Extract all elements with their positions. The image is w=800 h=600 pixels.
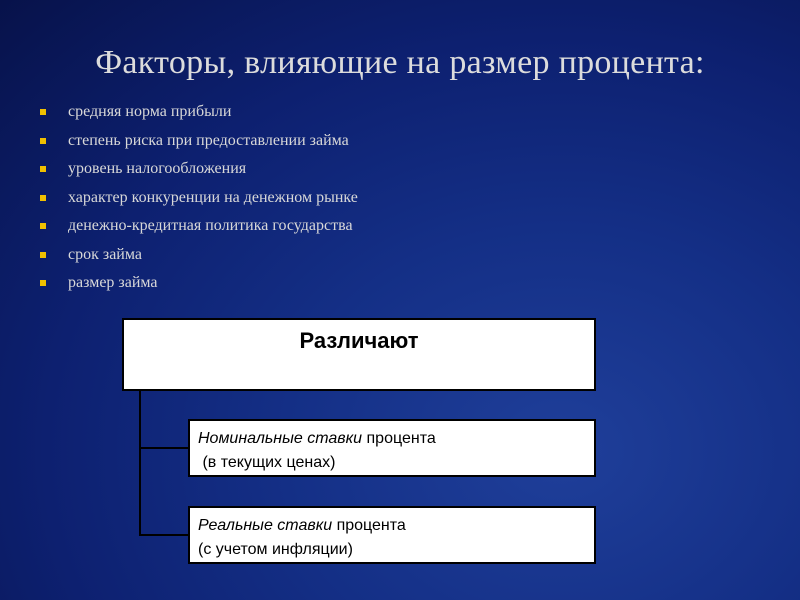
list-item	[40, 212, 358, 241]
tree-connector-real	[139, 534, 188, 536]
factor-text: размер займа	[68, 274, 158, 292]
bullet-square-icon	[40, 195, 46, 201]
nominal-rate-line	[198, 427, 586, 451]
bullet-square-icon	[40, 138, 46, 144]
list-item	[40, 241, 358, 270]
factor-text: денежно-кредитная политика государства	[68, 217, 353, 235]
real-term: Реальные ставки	[198, 517, 333, 534]
bullet-square-icon	[40, 280, 46, 286]
slide-title: Факторы, влияющие на размер процента:	[95, 44, 705, 81]
real-rate-box	[188, 506, 596, 564]
real-rest: процента	[332, 517, 406, 534]
factor-text: уровень налогообложения	[68, 160, 247, 178]
nominal-rest: процента	[362, 430, 436, 447]
bullet-square-icon	[40, 109, 46, 115]
nominal-term: Номинальные ставки	[198, 430, 363, 447]
root-box	[122, 318, 596, 391]
tree-connector-vertical	[139, 391, 141, 536]
nominal-rate-box	[188, 419, 596, 477]
factor-text: срок займа	[68, 245, 142, 263]
bullet-square-icon	[40, 252, 46, 258]
root-label: Различают	[299, 328, 419, 353]
bullet-square-icon	[40, 166, 46, 172]
list-item	[40, 269, 358, 298]
factor-text: характер конкуренции на денежном рынке	[68, 188, 358, 206]
factor-text: степень риска при предоставлении займа	[68, 131, 349, 149]
nominal-note: (в текущих ценах)	[198, 454, 336, 471]
bullet-square-icon	[40, 223, 46, 229]
real-rate-line	[198, 514, 586, 538]
list-item	[40, 155, 358, 184]
list-item	[40, 184, 358, 213]
list-item	[40, 127, 358, 156]
factors-list	[40, 98, 358, 298]
real-note: (с учетом инфляции)	[198, 541, 353, 558]
tree-connector-nominal	[139, 447, 188, 449]
list-item	[40, 98, 358, 127]
factor-text: средняя норма прибыли	[68, 103, 232, 121]
